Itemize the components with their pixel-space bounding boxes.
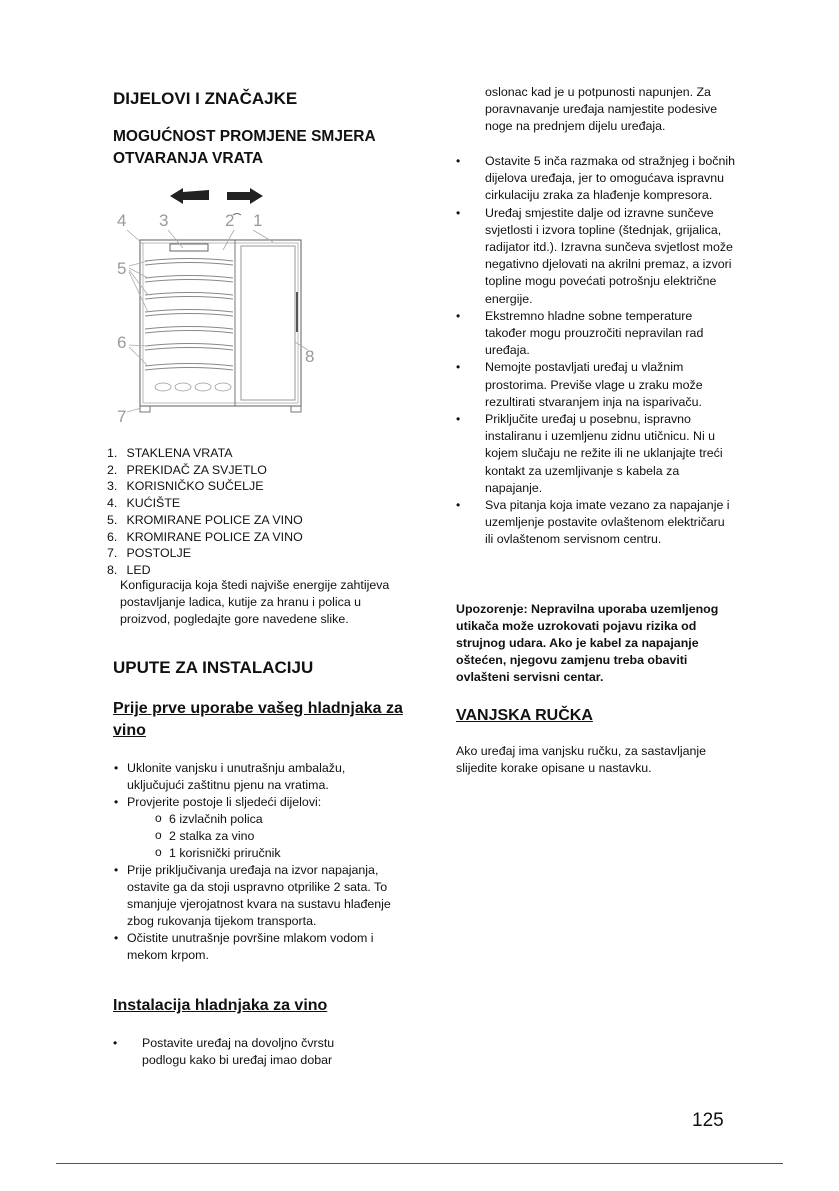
warning-text: Upozorenje: Nepravilna uporaba uzemljenog utikača može uzrokovati pojavu rizika od strujnog udara. Ako je kabel za napajanje oštećen, njegovu zamjenu treba obaviti ovlašteni servisni centar.	[456, 602, 719, 684]
callout-2: 2	[225, 211, 235, 230]
list-item: 3. KORISNIČKO SUČELJE	[107, 479, 264, 494]
heading-before-first-use: Prije prve uporabe vašeg hladnjaka za vino	[113, 700, 403, 739]
sub-list	[127, 811, 398, 862]
callout-1: 1	[253, 211, 263, 230]
footer-divider	[56, 1163, 783, 1164]
config-note: Konfiguracija koja štedi najviše energije zahtijeva postavljanje ladica, kutije za hranu i polica u proizvod, pogledajte gore navedene slike.	[120, 578, 390, 626]
list-item: 2. PREKIDAČ ZA SVJETLO	[107, 462, 267, 477]
callout-7: 7	[117, 407, 127, 426]
list-item: 4. KUĆIŠTE	[107, 496, 181, 511]
list-item: • Ekstremno hladne sobne temperature također mogu prouzročiti nepravilan rad uređaja.	[456, 308, 736, 360]
install-list	[113, 1035, 373, 1069]
callout-8: 8	[305, 347, 315, 366]
install-list-continued	[456, 153, 736, 549]
list-item: • Uređaj smjestite dalje od izravne sunčeve svjetlosti i izvora topline (štednjak, grijalica, radijator itd.). Izravna sunčeva svjetlost može negativno djelovati na akrilni premaz, a izvori topline mogu povećati potrošnju električne energije.	[456, 205, 736, 308]
list-item: 6. KROMIRANE POLICE ZA VINO	[107, 529, 303, 544]
list-item: • Uklonite vanjsku i unutrašnju ambalažu, uključujući zaštitnu pjenu na vratima.	[113, 760, 398, 794]
callout-4: 4	[117, 211, 127, 230]
list-item: • Očistite unutrašnje površine mlakom vodom i mekom krpom.	[113, 930, 398, 964]
callout-3: 3	[159, 211, 169, 230]
list-item: 8. LED	[107, 562, 151, 577]
first-use-list	[113, 760, 398, 964]
heading-parts: DIJELOVI I ZNAČAJKE	[113, 89, 298, 108]
list-item: • Postavite uređaj na dovoljno čvrstu podlogu kako bi uređaj imao dobar	[113, 1035, 373, 1069]
parts-list	[107, 445, 303, 579]
callout-6: 6	[117, 333, 127, 352]
heading-external-handle: VANJSKA RUČKA	[456, 707, 593, 724]
list-item: • Priključite uređaj u posebnu, ispravno instaliranu i uzemljenu zidnu utičnicu. Ni u kojem slučaju ne režite ili ne uklanjajte treći kontakt za uzemljivanje s kabela za napajanje.	[456, 411, 736, 497]
list-item: 5. KROMIRANE POLICE ZA VINO	[107, 512, 303, 527]
sub-list-item: o 2 stalka za vino	[155, 828, 398, 845]
callout-5: 5	[117, 259, 127, 278]
sub-list-item: o 1 korisnički priručnik	[155, 845, 398, 862]
heading-install-cooler: Instalacija hladnjaka za vino	[113, 997, 328, 1014]
continued-text: oslonac kad je u potpunosti napunjen. Za poravnavanje uređaja namjestite podesive noge na prednjem dijelu uređaja.	[485, 85, 718, 134]
list-item: 7. POSTOLJE	[107, 546, 191, 561]
list-item: • Prije priključivanja uređaja na izvor napajanja, ostavite ga da stoji uspravno otprilike 2 sata. To smanjuje vjerojatnost kvara na sustavu hlađenje zbog rukovanja tijekom transporta.	[113, 862, 398, 930]
heading-installation: UPUTE ZA INSTALACIJU	[113, 658, 314, 677]
arrow-left-icon	[170, 188, 209, 204]
list-item: • Ostavite 5 inča razmaka od stražnjeg i bočnih dijelova uređaja, jer to omogućava ispravnu cirkulaciju zraka za hlađenje kompresora.	[456, 153, 736, 205]
wine-cooler-diagram	[113, 182, 333, 434]
list-item: • Nemojte postavljati uređaj u vlažnim prostorima. Previše vlage u zraku može rezultirati stvaranjem inja na isparivaču.	[456, 359, 736, 411]
list-item: • Provjerite postoje li sljedeći dijelovi: o 6 izvlačnih polica o 2 stalka za vino o 1 korisnički priručnik	[113, 794, 398, 862]
page-number: 125	[692, 1110, 724, 1131]
heading-door-reversal: MOGUĆNOST PROMJENE SMJERA OTVARANJA VRATA	[113, 128, 376, 167]
arrow-right-icon	[227, 188, 263, 204]
handle-text: Ako uređaj ima vanjsku ručku, za sastavljanje slijedite korake opisane u nastavku.	[456, 744, 706, 775]
sub-list-item: o 6 izvlačnih polica	[155, 811, 398, 828]
list-item: 1. STAKLENA VRATA	[107, 446, 233, 460]
list-item: • Sva pitanja koja imate vezano za napajanje i uzemljenje postavite ovlaštenom električaru ili ovlaštenom servisnom centru.	[456, 497, 736, 549]
